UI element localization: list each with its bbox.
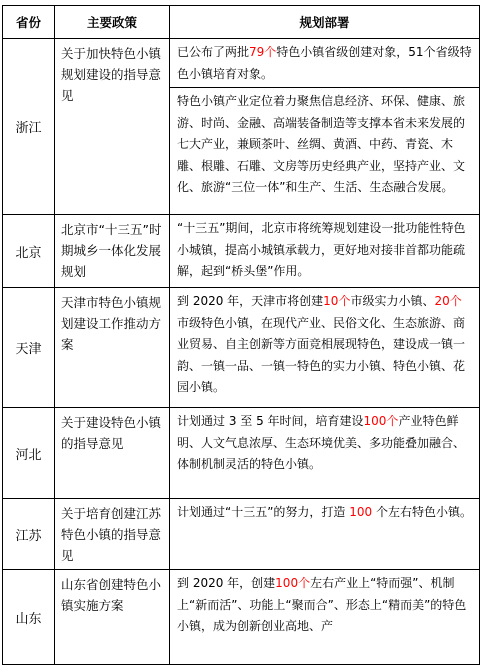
plan-text: 计划通过 3 至 5 年时间，培育建设 [177,414,364,428]
policy-table [2,5,480,665]
highlight-number: 100个 [363,414,399,428]
plan-cell-beijing: “十三五”期间，北京市将统筹规划建设一批功能性特色小城镇，提高小城镇承载力，更好地对接非首都功能疏解，起到“桥头堡”作用。 [170,215,480,288]
highlight-number: 79个 [249,45,277,59]
highlight-number: 20个 [434,294,462,308]
plan-cell-hebei [170,408,480,499]
plan-text: 市级实力小镇、 [350,294,435,308]
province-cell-jiangsu: 江苏 [3,499,55,570]
province-cell-hebei: 河北 [3,408,55,499]
plan-text: 产业特色鲜明、人文气息浓厚、生态环境优美、多功能叠加融合、体制机制灵活的特色小镇。 [177,414,466,472]
highlight-number: 10个 [323,294,351,308]
table-row-hebei [3,408,480,499]
plan-text: 计划通过“十三五”的努力，打造 [177,505,350,519]
plan-cell-shandong [170,570,480,665]
province-cell-beijing: 北京 [3,215,55,288]
policy-cell-zhejiang: 关于加快特色小镇规划建设的指导意见 [55,39,170,215]
policy-cell-tianjin: 天津市特色小镇规划建设工作推动方案 [55,288,170,408]
table-row-tianjin [3,288,480,408]
highlight-number: 100个 [275,576,311,590]
header-policy: 主要政策 [55,6,170,39]
table-row-zhejiang [3,39,480,88]
table-row-beijing [3,215,480,288]
header-plan: 规划部署 [170,6,480,39]
plan-cell-jiangsu [170,499,480,570]
province-cell-shandong: 山东 [3,570,55,665]
policy-cell-jiangsu: 关于培育创建江苏特色小镇的指导意见 [55,499,170,570]
plan-cell-zhejiang-2: 特色小镇产业定位着力聚焦信息经济、环保、健康、旅游、时尚、金融、高端装备制造等支撑本省未来发展的七大产业，兼顾茶叶、丝绸、黄酒、中药、青瓷、木雕、根雕、石雕、文房等历史经典产业，坚持产业、文化、旅游“三位一体”和生产、生活、生态融合发展。 [170,88,480,215]
table-row-shandong [3,570,480,665]
highlight-number: 100 [349,505,373,519]
province-cell-tianjin: 天津 [3,288,55,408]
plan-cell-tianjin [170,288,480,408]
plan-text: 到 2020 年，天津市将创建 [177,294,324,308]
policy-cell-shandong: 山东省创建特色小镇实施方案 [55,570,170,665]
policy-cell-beijing: 北京市“十三五”时期城乡一体化发展规划 [55,215,170,288]
plan-text: 左右产业上“特而强”、机制上“新而活”、功能上“聚而合”、形态上“精而美”的特色小镇，成为创新创业高地、产 [177,576,467,634]
plan-text: 市级特色小镇，在现代产业、民俗文化、生态旅游、商业贸易、自主创新等方面竞相展现特色，建设成一镇一韵、一镇一品、一镇一特色的实力小镇、特色小镇、花园小镇。 [177,315,466,395]
header-row [3,6,480,39]
plan-text: 特色小镇省级创建对象，51个省级特色小镇培育对象。 [177,45,472,81]
province-cell-zhejiang: 浙江 [3,39,55,215]
header-province: 省份 [3,6,55,39]
plan-cell-zhejiang-1 [170,39,480,88]
plan-text: 到 2020 年，创建 [177,576,276,590]
table-row-jiangsu [3,499,480,570]
plan-text: 已公布了两批 [177,45,250,59]
policy-cell-hebei: 关于建设特色小镇的指导意见 [55,408,170,499]
plan-text: 个左右特色小镇。 [372,505,472,519]
